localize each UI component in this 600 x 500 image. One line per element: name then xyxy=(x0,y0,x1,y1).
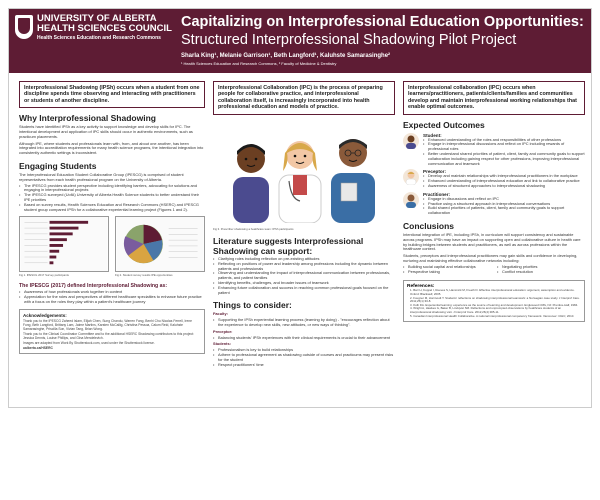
defined-heading: The IPESCG (2017) defined Interprofessional Shadowing as: xyxy=(19,283,168,290)
engaging-paragraph: The Interprofessional Education Student Collaborative Group (IPESCG) is comprised of student representatives from each health professional program on the University of Alberta. xyxy=(19,172,184,182)
poster-authors: Sharla King¹, Melanie Garrison¹, Beth Langford¹, Kaluhste Samarasinghe² xyxy=(181,53,391,59)
references-box xyxy=(403,280,585,322)
why-paragraph-1: Students have identified IPSh as a key activity to support knowledge and develop skills for IPC. The intentional development and application of IPC skills should occur in authentic environments, such as practicum placements. xyxy=(19,124,193,139)
practitioner-label: Practitioner: xyxy=(423,191,451,197)
column-middle xyxy=(213,81,395,367)
list-item: • The IPESCG surveyed (UofA) University of Alberta Health Science students to better understand their IPE priorities xyxy=(19,193,205,203)
survey-figures xyxy=(19,216,205,280)
acknowledgements-text-1: Thank you to the IPESCG Zaheed Islam, Elijah Chen, Sung Chandu, Warren Fang, Benhi Chu Nicolas Ferrell, Irene Fung, Beth Langford, Brittany Lam, Jaime Martins, Karsten McCallig, Christina Pessoa, Calum Reid, Kaluhste Samarasinghe, Priscilla Son, Vivian Tang, Brian Wong. xyxy=(23,318,193,331)
list-item: • Better understand shared priorities of patient, client, family and community goals to support collaboration including gaining respect for other professions, improving interprofessional communication and teamwork xyxy=(423,152,585,166)
list-item: • Reflecting on positions of power and leadership among professions including the dynamic between patients and professionals xyxy=(213,262,395,272)
references-heading: References: xyxy=(407,284,435,290)
ipc-collaboration-box: Interprofessional collaboration (IPC) occurs when learners/practitioners, patients/clients/families and communities develop and maintain interprofessional working relationships that enable optimal outcomes. xyxy=(403,81,585,115)
list-item: • Enhancing future collaboration and success in reaching common professional goals focused on the patient xyxy=(213,286,395,296)
student-outcomes xyxy=(403,133,585,167)
list-item: • Balancing students' IPSh experiences with their clinical requirements is crucial to their advancement xyxy=(213,336,395,341)
faculty-label: Faculty: xyxy=(213,311,228,317)
survey-pie-chart xyxy=(115,216,205,272)
expected-outcomes-heading: Expected Outcomes xyxy=(403,119,485,130)
reference-item: 1. Barr H, Koppel I, Reeves S, Hammick M, Freeth D. Effective interprofessional education: argument, assumption and evidence. Oxford: Blackwell; 2005. xyxy=(410,288,575,296)
list-item: • Awareness of how professionals work together in context xyxy=(19,290,205,295)
things-heading: Things to consider: xyxy=(213,300,292,311)
poster-affiliations: ¹ Health Sciences Education and Research Commons, ² Faculty of Medicine & Dentistry xyxy=(181,61,337,66)
conclusions-paragraph-2: Students, preceptors and interprofessional practitioners may gain skills and confidence in developing, nurturing and maintaining effective collaborative networks including: xyxy=(403,253,578,263)
list-item: • Based on survey results, Health Sciences Education and Research Commons (HSERC) and IPESCG student group compared IPSh for a collaborative experiential learning project (Figures 1 and 2). xyxy=(19,203,205,213)
why-heading: Why Interprofessional Shadowing xyxy=(19,113,156,124)
list-item: • Perspective taking xyxy=(403,270,491,275)
reference-item: 5. Canadian Interprofessional Health Collaborative. A national interprofessional competency framework. Vancouver: CIHC; 2010. xyxy=(410,313,575,318)
figure-1-caption: Fig 1. IPESCG 2017 Survey participants xyxy=(19,273,69,278)
list-item: • The IPESCG provides student perspective including identifying barriers, advocating for solutions and engaging in interprofessional projects xyxy=(19,184,205,194)
list-item: • Supporting the IPSh experiential learning process (learning by doing) - "encourages reflection about the experience to develop new skills, new attitudes, or new ways of thinking". xyxy=(213,318,395,328)
list-item: • Enhanced understanding of the roles and responsibilities of other professions xyxy=(423,138,585,143)
list-item: • Clarifying roles including reflection on pre-existing attitudes xyxy=(213,257,395,262)
list-item: • Engage in interprofessional discussions and reflect on IPC including rewards of professional roles xyxy=(423,142,585,152)
acknowledgements-heading: Acknowledgements: xyxy=(23,312,67,318)
list-item: • Identifying benefits, challenges, and broader issues of teamwork xyxy=(213,281,395,286)
conclusions-heading: Conclusions xyxy=(403,220,455,231)
ipc-definition-box: Interprofessional Collaboration (IPC) is the process of preparing people for collaborative practice, and interprofessional collaboration itself, is increasingly incorporated into health professional education and models of practice. xyxy=(213,81,395,115)
students-label: Students: xyxy=(213,341,231,347)
preceptor-avatar-icon xyxy=(403,169,419,185)
nurse-figure xyxy=(331,139,375,223)
literature-heading: Literature suggests Interprofessional Shadowing can support: xyxy=(213,236,364,257)
engaging-heading: Engaging Students xyxy=(19,161,97,171)
acknowledgements-text-2: Thank you to the Clinical Coordinator Committee and to the additional HSERC Shadowing contributors to this project: Jessica Dennis, Louise Phillips, and Gina Mendelevich. xyxy=(23,331,194,340)
reference-item: 2. Fougner M, Horntvedt T. Students' reflections on shadowing interprofessional teamwork: a Norwegian case study. J Interprof Care. 2011;25(1):33-8. xyxy=(410,295,580,304)
acknowledgements-text-3: Images are adapted from Work By Shutterstock.com, used under the Shutterstock license. xyxy=(23,340,155,345)
list-item: • Negotiating priorities xyxy=(497,265,585,270)
preceptor-outcomes xyxy=(403,169,585,188)
list-item: • Building social capital and relationships xyxy=(403,265,491,270)
preceptor-label: Preceptor: xyxy=(423,169,446,175)
poster-title-line1: Capitalizing on Interprofessional Education Opportunities: xyxy=(181,14,584,30)
physician-figure xyxy=(279,141,321,223)
student-avatar-icon xyxy=(403,133,419,149)
hserc-url: ualberta.ca/HSERC xyxy=(23,345,53,350)
list-item: • Build shared priorities of patients, client, family and community goals to support collaboration xyxy=(423,206,585,216)
column-right xyxy=(403,81,585,322)
reference-item: 4. Wright A, Hawkes G, Baker B, Lindqvist SM. Reflections and unprompted observations by healthcare students of an interprofessional shadowing visit. J Interprof Care. 2012;26(4):305-11. xyxy=(410,306,562,314)
list-item: • Observing and understanding the impact of interprofessional communication between professionals, patients, and patient families xyxy=(213,271,395,281)
healthcare-team-illustration xyxy=(213,119,395,223)
student-label: Student: xyxy=(423,132,442,138)
why-paragraph-2: Although IPE, where students and professionals learn with, from, and about one another, has been integrated into accreditation requirements for many health science programs, the intentional integration into consistently authentic settings is inconsistent. xyxy=(19,140,204,156)
council-name: HEALTH SCIENCES COUNCIL xyxy=(37,23,172,34)
list-item: • Awareness of structured approaches to interprofessional shadowing xyxy=(423,184,585,189)
list-item: • Develop and maintain relationships with interprofessional practitioners in the workplace xyxy=(423,174,585,179)
practitioner-avatar-icon xyxy=(403,192,419,208)
university-shield-logo xyxy=(15,15,33,39)
conclusions-paragraph-1: Intentional integration of IPE, including IPSh, in curriculum will support consistency and sustainable across programs. IPSh may have an impact on supporting open and collaborative culture in health care by building bridges between students and practitioners, as well as across professions within the healthcare context. xyxy=(403,231,581,252)
list-item: • Enhanced understanding of interprofessional education and link to collaborative practice xyxy=(423,179,585,184)
list-item: • Professionalism is key to build relationships xyxy=(213,348,395,353)
poster-header xyxy=(9,9,592,73)
column-left xyxy=(19,81,205,354)
illustration-caption: Fig 3. Prescriber shadowing a healthcare team: IPSh participants xyxy=(213,226,294,231)
student-figure xyxy=(233,144,269,223)
commons-name: Health Sciences Education and Research Commons xyxy=(37,35,161,41)
list-item: • Engage in discussions and reflect on IPC xyxy=(423,197,585,202)
figure-2-caption: Fig 2. Student survey results IPE opportunities xyxy=(115,273,173,278)
poster xyxy=(8,8,592,408)
survey-bar-chart xyxy=(19,216,109,272)
definition-box: Interprofessional Shadowing (IPSh) occurs when a student from one discipline spends time observing and interacting with practitioners or students of another discipline. xyxy=(19,81,205,108)
reference-item: 3. Kolb DA. Experiential learning: experience as the source of learning and development. Englewood Cliffs, NJ: Prentice-Hall; 1984. xyxy=(410,302,579,307)
list-item: • Practice using a structured approach in interprofessional conversations xyxy=(423,202,585,207)
acknowledgements-box xyxy=(19,309,205,354)
practitioner-outcomes xyxy=(403,192,585,216)
list-item: • Appreciation for the roles and perspectives of different healthcare specialties to enhance future practice with a focus on the roles they play within a patient's healthcare journey xyxy=(19,295,205,305)
list-item: • Respect practitioners' time xyxy=(213,363,395,368)
list-item: • Adhere to professional agreement as shadowing outside of courses and practicums may present risks for the student xyxy=(213,353,395,363)
list-item: • Conflict resolution xyxy=(497,270,585,275)
poster-title-line2: Structured Interprofessional Shadowing Pilot Project xyxy=(181,32,517,48)
university-name: UNIVERSITY OF ALBERTA xyxy=(37,13,157,24)
preceptor-label: Preceptor: xyxy=(213,328,233,334)
